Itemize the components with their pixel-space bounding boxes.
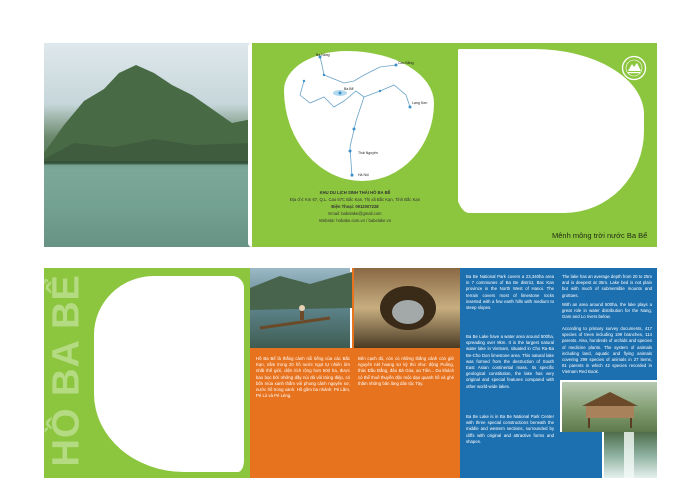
park-emblem-icon [621,55,647,81]
email-text: Email: babelake@gmail.com [328,211,382,216]
map-city-label: Thái Nguyên [358,151,378,155]
vietnamese-text-col2: Bên cạnh đó, còn có những thắng cảnh còn giữ nguyên nét hoang sơ kỳ thú như: động Puông, thác Đầu Đẳng, đảo Bà Góa, ao Tiên... Du khách có thể thuê thuyền độc mộc dạo quanh hồ và ghé thăm những bản làng dân tộc Tày. [358,356,454,386]
english-text-col2a: The lake has an average depth from 20 to 25m and is deepest at 35m. Lake bed is not plain but with much of submersible mounts and grottoes. [562,274,652,298]
photo-stilt-house [560,380,657,432]
lake-mountain-photo [44,43,252,247]
photo-waterfall [602,432,657,478]
vietnamese-text-col1: Hồ Ba Bể là thắng cảnh nổi tiếng của các Bắc Kạn, nằm trong 20 hồ nước ngọt tự nhiên lớn nhất thế giới, diện tích rộng hơn 500 ha, được bao bọc bởi những dãy núi đá vôi trùng điệp, có bốn mùa xanh thắm với phong cảnh nguyên sơ, nước hồ trong xanh. Hồ gồm ba nhánh: Pé Lầm, Pé Lù và Pé Lèng. [256,356,350,399]
vertical-title: HỒ BA BỂ [45,274,88,467]
route-map [284,51,434,181]
mountain-illustration [44,43,252,247]
map-contact-panel [252,43,458,247]
english-text-bottom: Ba Be Lake is in Ba Be National Park Center with three special constructions beneath the middle and western sections, surrounded by cliffs with original and attractive forms and shapes. [466,414,554,444]
cover-panel [458,43,657,247]
map-city-label: Ba Nang [316,53,330,57]
map-city-label: Cao Bằng [398,61,414,65]
english-text-col2b: With an area around 500ha, the lake plays a great role in water distribution for the Nang, Gam and Lo rivers below. [562,302,652,320]
address-text: Địa chỉ: Km 67, Q.L. Cao 67C Bắc Kạn, Thị xã Bắc Kạn, Tỉnh Bắc Kạn [289,197,421,202]
photo-cave [354,268,460,348]
cover-tagline: Mênh mông trời nước Ba Bể [552,231,648,240]
website-text: Website: hobabe.com.vn / babelake.vn [318,218,392,223]
cover-photo-area [458,49,644,213]
photo-placeholder [94,276,244,472]
english-text-top: Ba Be National Park covers a 23,340ha area in 7 communes of Ba Be district, Bac Kan province in the North West of Hanoi. The terrain covers most of limestone rocks inserted with a few earth hills with medium to steep slopes. [466,274,554,311]
inside-left-panel [44,268,250,478]
map-city-label: Lạng Sơn [412,101,428,105]
photo-boat-river [250,268,352,348]
english-text-col2c: According to primary survey documents, 417 species of trees including 199 branches, 114 parents. Also, hundreds of orchids and species of medicine plants. The system of animals including land, aquatic and flying animals covering 299 species of animals in 27 items, 81 parents in which 42 species recorded in Vietnam Red Book. [562,326,652,375]
map-city-label: Ba Bể [344,87,354,91]
org-name: KHU DU LỊCH SINH THÁI HỒ BA BỂ [319,190,391,195]
inside-right-panel [460,268,657,478]
map-city-label: Hà Nội [358,173,369,177]
inside-middle-panel [250,268,460,478]
english-text-mid: Ba Be Lake have a water area around 500ha, spreading over 8km. It is the largest natural water lake in Vietnam, situated in Cho Ra-Ba Be-Cho Don limestone area. This natural lake was formed from the destruction of South East Asian continental mass. Its specific geological constitution, the lake has very original and special features compared with other world-wide lakes. [466,334,554,389]
phone-text: Điện Thoại: 0912007228 [331,204,379,209]
